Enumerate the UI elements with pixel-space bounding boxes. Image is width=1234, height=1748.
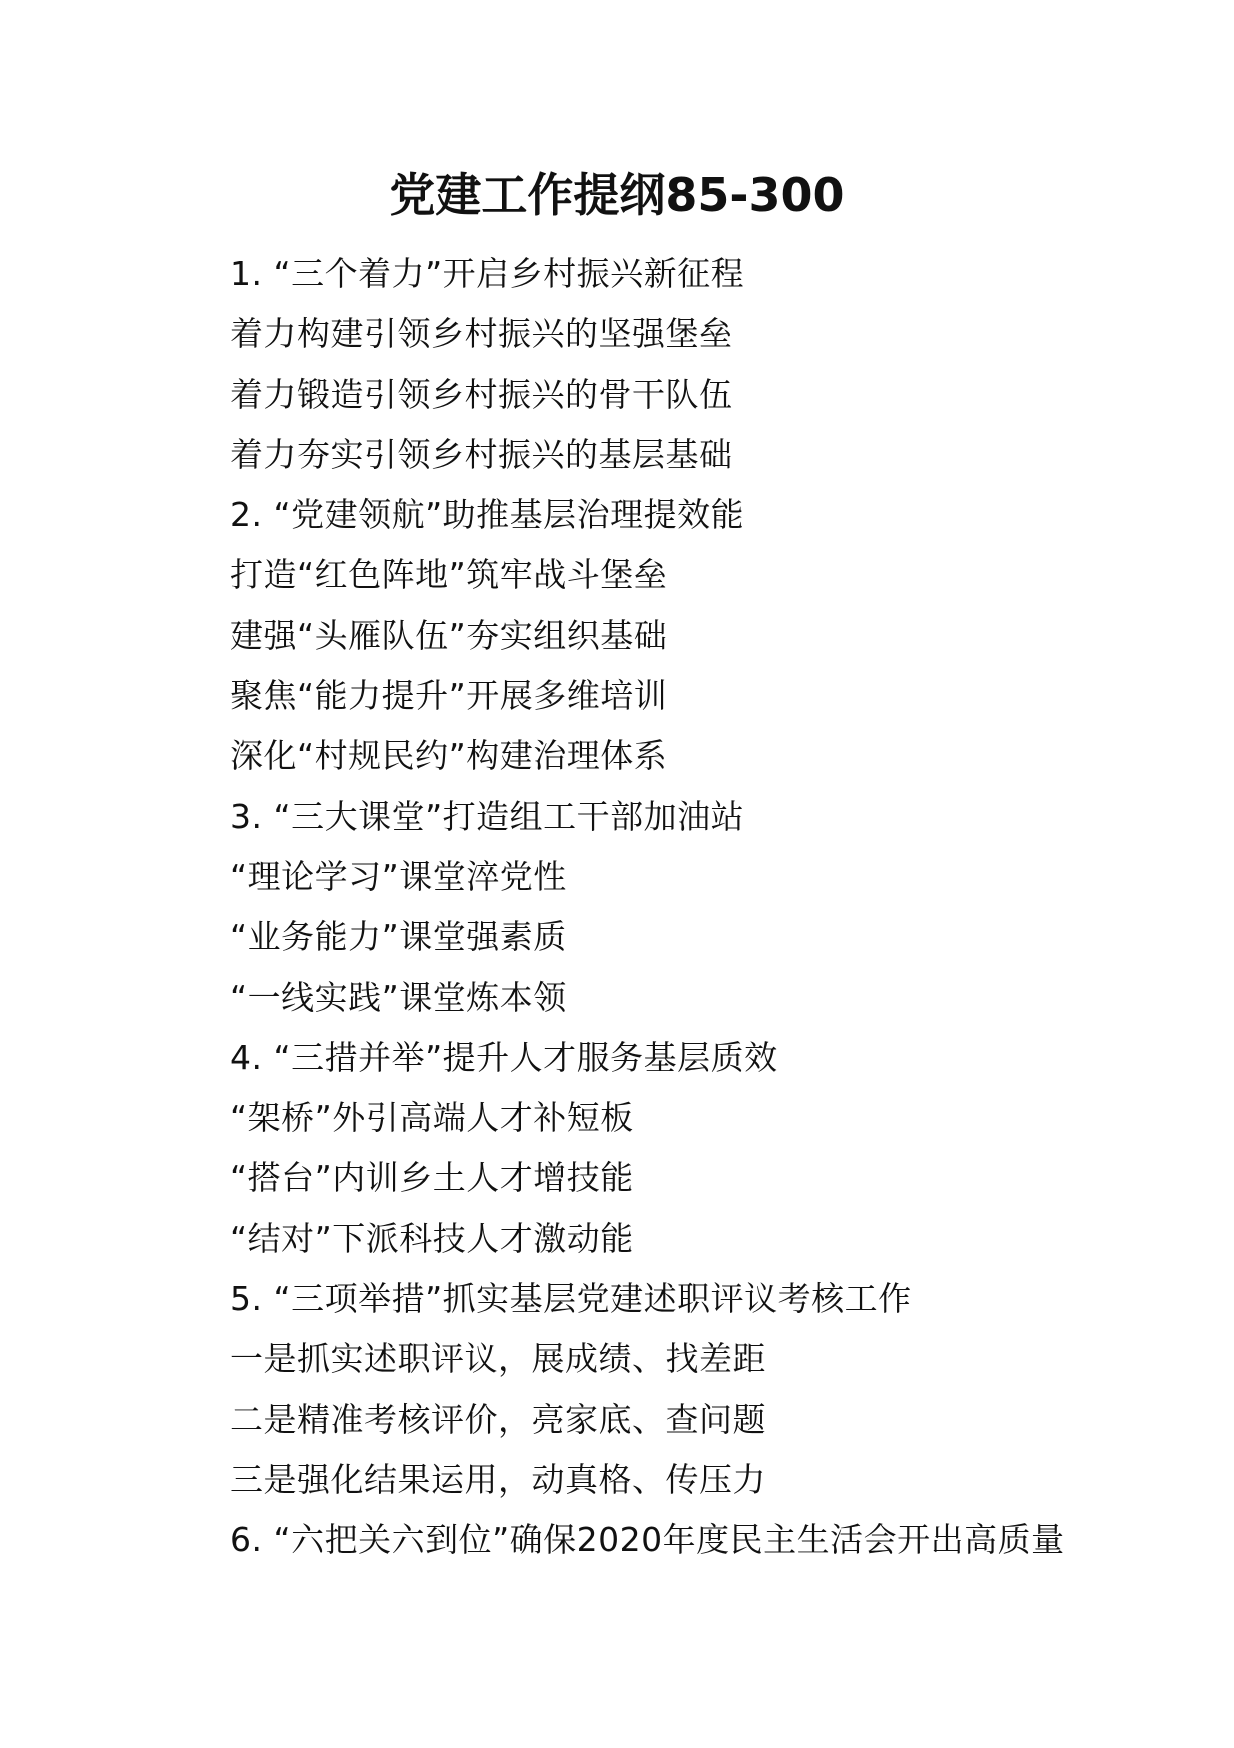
outline-line: 一是抓实述职评议，展成绩、找差距 <box>230 1339 766 1379</box>
outline-line: “结对”下派科技人才激动能 <box>230 1218 634 1258</box>
outline-line: 着力夯实引领乡村振兴的基层基础 <box>230 434 733 474</box>
outline-line: 打造“红色阵地”筑牢战斗堡垒 <box>230 555 668 595</box>
outline-line: 6. “六把关六到位”确保2020年度民主生活会开出高质量 <box>230 1520 1065 1560</box>
outline-line: 2. “党建领航”助推基层治理提效能 <box>230 495 745 535</box>
outline-line: 二是精准考核评价，亮家底、查问题 <box>230 1399 766 1439</box>
outline-line: 着力锻造引领乡村振兴的骨干队伍 <box>230 374 733 414</box>
outline-line: “业务能力”课堂强素质 <box>230 917 567 957</box>
outline-line: 深化“村规民约”构建治理体系 <box>230 736 668 776</box>
outline-line: 着力构建引领乡村振兴的坚强堡垒 <box>230 314 733 354</box>
outline-line: “搭台”内训乡土人才增技能 <box>230 1158 634 1198</box>
outline-line: “一线实践”课堂炼本领 <box>230 977 567 1017</box>
outline-line: 1. “三个着力”开启乡村振兴新征程 <box>230 254 745 293</box>
document-title: 党建工作提纲85-300 <box>389 168 845 222</box>
outline-line: 建强“头雁队伍”夯实组织基础 <box>230 615 668 655</box>
outline-line: “架桥”外引高端人才补短板 <box>230 1098 634 1138</box>
outline-line: 3. “三大课堂”打造组工干部加油站 <box>230 796 745 836</box>
outline-line: 三是强化结果运用，动真格、传压力 <box>230 1459 766 1499</box>
outline-list <box>230 244 1065 1571</box>
outline-line: “理论学习”课堂淬党性 <box>230 856 567 896</box>
outline-line: 4. “三措并举”提升人才服务基层质效 <box>230 1037 778 1077</box>
outline-line: 5. “三项举措”抓实基层党建述职评议考核工作 <box>230 1279 912 1319</box>
outline-line: 聚焦“能力提升”开展多维培训 <box>230 676 668 716</box>
